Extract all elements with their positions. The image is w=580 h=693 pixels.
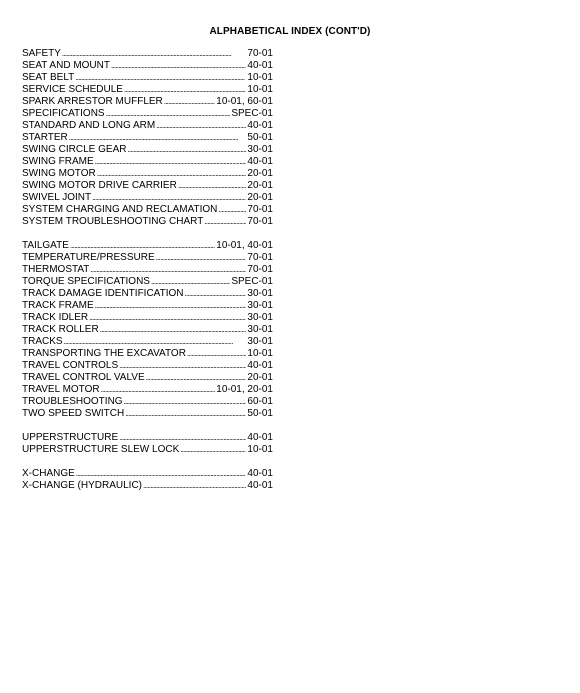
entry-label: X-CHANGE (HYDRAULIC) [22, 480, 143, 491]
entry-label: TRAVEL CONTROL VALVE [22, 372, 145, 383]
entry-label: TRACK DAMAGE IDENTIFICATION [22, 288, 184, 299]
dot-leader [76, 468, 247, 480]
entry-page: 70-01 [247, 252, 273, 263]
index-entry [22, 336, 273, 348]
alphabetical-index [22, 48, 273, 504]
index-entry [22, 252, 273, 264]
entry-label: TRACK IDLER [22, 312, 89, 323]
entry-page: 10-01 [247, 348, 273, 359]
dot-leader [70, 240, 215, 252]
entry-page: 70-01 [247, 204, 273, 215]
dot-leader [164, 96, 216, 108]
index-entry [22, 324, 273, 336]
entry-label: TRAVEL CONTROLS [22, 360, 119, 371]
index-entry [22, 48, 273, 60]
dot-leader [125, 408, 246, 420]
entry-label: TWO SPEED SWITCH [22, 408, 125, 419]
entry-page: 40-01 [247, 156, 273, 167]
entry-page: 30-01 [247, 144, 273, 155]
entry-label: TRANSPORTING THE EXCAVATOR [22, 348, 186, 359]
dot-leader [146, 372, 247, 384]
entry-page: 20-01 [247, 168, 273, 179]
dot-leader [89, 312, 246, 324]
entry-label: TRACKS [22, 336, 63, 347]
dot-leader [185, 288, 247, 300]
dot-leader [218, 204, 246, 216]
entry-label: X-CHANGE [22, 468, 75, 479]
dot-leader [62, 48, 247, 60]
dot-leader [90, 264, 246, 276]
index-entry [22, 96, 273, 108]
entry-page: 60-01 [247, 396, 273, 407]
dot-leader [119, 360, 246, 372]
entry-page: 30-01 [247, 324, 273, 335]
entry-page: 10-01, 60-01 [216, 96, 273, 107]
dot-leader [204, 216, 246, 228]
dot-leader [180, 444, 246, 456]
entry-page: 50-01 [247, 132, 273, 143]
entry-page: 70-01 [247, 48, 273, 59]
dot-leader [124, 396, 247, 408]
entry-page: 40-01 [247, 360, 273, 371]
entry-label: TROUBLESHOOTING [22, 396, 123, 407]
entry-page: 10-01, 20-01 [216, 384, 273, 395]
index-entry [22, 204, 273, 216]
index-entry [22, 348, 273, 360]
dot-leader [124, 84, 246, 96]
index-group-t [22, 240, 273, 420]
dot-leader [127, 144, 246, 156]
entry-page: 10-01 [247, 72, 273, 83]
index-entry [22, 132, 273, 144]
index-entry [22, 72, 273, 84]
index-entry [22, 300, 273, 312]
index-entry [22, 180, 273, 192]
entry-page: 10-01 [247, 444, 273, 455]
dot-leader [156, 120, 246, 132]
entry-label: TORQUE SPECIFICATIONS [22, 276, 150, 287]
entry-page: 40-01 [247, 60, 273, 71]
entry-label: SWING FRAME [22, 156, 94, 167]
index-entry [22, 60, 273, 72]
entry-label: SWING CIRCLE GEAR [22, 144, 127, 155]
entry-page: 50-01 [247, 408, 273, 419]
entry-label: STARTER [22, 132, 68, 143]
entry-label: SWING MOTOR [22, 168, 96, 179]
entry-page: SPEC-01 [231, 108, 273, 119]
entry-label: UPPERSTRUCTURE [22, 432, 119, 443]
dot-leader [101, 384, 216, 396]
entry-page: 20-01 [247, 372, 273, 383]
entry-label: SWIVEL JOINT [22, 192, 92, 203]
index-entry [22, 444, 273, 456]
index-entry [22, 264, 273, 276]
dot-leader [97, 168, 247, 180]
index-entry [22, 192, 273, 204]
entry-page: 30-01 [247, 288, 273, 299]
dot-leader [95, 300, 247, 312]
entry-label: SPECIFICATIONS [22, 108, 105, 119]
index-entry [22, 360, 273, 372]
dot-leader [100, 324, 247, 336]
entry-page: 10-01, 40-01 [216, 240, 273, 251]
entry-label: SYSTEM TROUBLESHOOTING CHART [22, 216, 204, 227]
entry-label: UPPERSTRUCTURE SLEW LOCK [22, 444, 180, 455]
index-entry [22, 312, 273, 324]
index-entry [22, 168, 273, 180]
entry-page: 40-01 [247, 480, 273, 491]
dot-leader [95, 156, 247, 168]
dot-leader [92, 192, 246, 204]
index-entry [22, 108, 273, 120]
index-entry [22, 372, 273, 384]
dot-leader [156, 252, 247, 264]
entry-label: TEMPERATURE/PRESSURE [22, 252, 155, 263]
entry-page: 30-01 [247, 312, 273, 323]
entry-page: 10-01 [247, 84, 273, 95]
index-entry [22, 84, 273, 96]
index-entry [22, 144, 273, 156]
entry-label: SERVICE SCHEDULE [22, 84, 123, 95]
entry-label: SEAT BELT [22, 72, 75, 83]
entry-label: SWING MOTOR DRIVE CARRIER [22, 180, 177, 191]
entry-page: 40-01 [247, 432, 273, 443]
entry-label: THERMOSTAT [22, 264, 90, 275]
dot-leader [75, 72, 246, 84]
entry-page: 20-01 [247, 180, 273, 191]
dot-leader [178, 180, 247, 192]
index-entry [22, 120, 273, 132]
entry-label: TRAVEL MOTOR [22, 384, 100, 395]
index-group-u [22, 432, 273, 456]
page-title: ALPHABETICAL INDEX (CONT'D) [209, 26, 371, 37]
index-entry [22, 468, 273, 480]
entry-label: SAFETY [22, 48, 61, 59]
dot-leader [119, 432, 246, 444]
dot-leader [106, 108, 231, 120]
entry-page: 20-01 [247, 192, 273, 203]
entry-label: SYSTEM CHARGING AND RECLAMATION [22, 204, 218, 215]
entry-page: 40-01 [247, 468, 273, 479]
index-entry [22, 276, 273, 288]
entry-label: TRACK ROLLER [22, 324, 99, 335]
entry-page: SPEC-01 [231, 276, 273, 287]
index-entry [22, 480, 273, 492]
index-entry [22, 384, 273, 396]
entry-label: STANDARD AND LONG ARM [22, 120, 156, 131]
dot-leader [187, 348, 247, 360]
index-entry [22, 408, 273, 420]
index-entry [22, 396, 273, 408]
index-entry [22, 156, 273, 168]
entry-label: SEAT AND MOUNT [22, 60, 110, 71]
entry-label: SPARK ARRESTOR MUFFLER [22, 96, 163, 107]
index-group-x [22, 468, 273, 492]
index-group-s [22, 48, 273, 228]
index-entry [22, 432, 273, 444]
entry-page: 70-01 [247, 216, 273, 227]
dot-leader [143, 480, 246, 492]
index-entry [22, 216, 273, 228]
entry-label: TRACK FRAME [22, 300, 94, 311]
dot-leader [64, 336, 247, 348]
entry-page: 30-01 [247, 336, 273, 347]
entry-label: TAILGATE [22, 240, 69, 251]
index-entry [22, 288, 273, 300]
dot-leader [69, 132, 247, 144]
index-entry [22, 240, 273, 252]
dot-leader [111, 60, 246, 72]
entry-page: 40-01 [247, 120, 273, 131]
entry-page: 30-01 [247, 300, 273, 311]
dot-leader [151, 276, 230, 288]
entry-page: 70-01 [247, 264, 273, 275]
